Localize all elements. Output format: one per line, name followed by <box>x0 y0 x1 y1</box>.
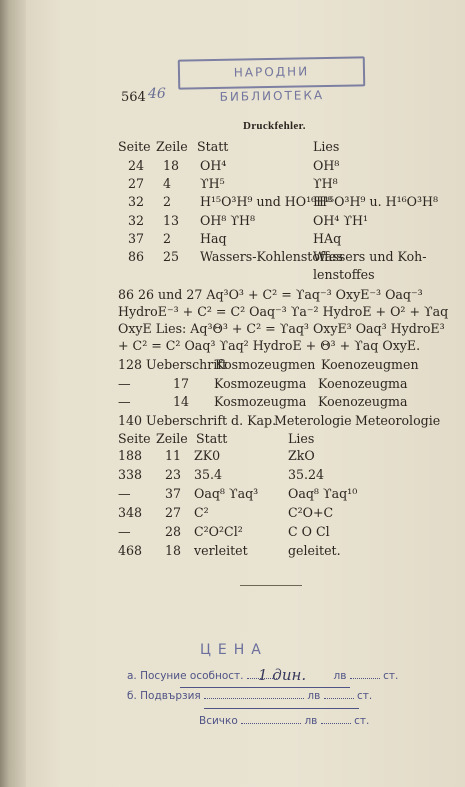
cell-seite: 32 <box>128 194 145 210</box>
cell-statt: ϒH⁵ <box>200 176 225 192</box>
cell-zeile: 37 <box>165 486 182 501</box>
cell-statt: H¹⁵O³H⁹ und HO¹⁶H⁸ <box>200 194 333 210</box>
cell-lies: C²O+C <box>288 505 334 520</box>
cell-lies: C O Cl <box>288 524 330 539</box>
cell-lies: 35.24 <box>288 467 325 482</box>
cell-zeile: 18 <box>165 543 182 558</box>
column-header-zeile: Zeile <box>156 431 188 446</box>
price-line-binding: б. Подвързия лв ст. <box>127 690 373 702</box>
handwritten-note: 46 <box>148 86 166 102</box>
cell-statt: Oaq⁸ ϒaq³ <box>194 486 259 501</box>
cell-seite: 24 <box>128 158 145 173</box>
cell-lies: ϒH⁸ <box>313 176 338 192</box>
cell-lies: ZkO <box>288 448 315 463</box>
column-header-seite: Seite <box>118 139 151 154</box>
cell-lies: H¹⁵O³H⁹ u. H¹⁶O³H⁸ <box>313 194 439 210</box>
page-heading: Druckfehler. <box>243 120 306 132</box>
column-header-lies: Lies <box>313 139 340 154</box>
cell-seite: 27 <box>128 176 145 192</box>
cell-lies: geleitet. <box>288 543 341 558</box>
cell-zeile: 4 <box>163 176 172 192</box>
cell-lies: Wassers und Koh- <box>313 249 427 264</box>
strike-line <box>204 708 359 709</box>
cell-seite: — <box>118 524 131 539</box>
column-header-statt: Statt <box>196 431 228 446</box>
price-stamp-title: ЦЕНА <box>200 642 268 658</box>
errata-block-line: + C² = C² Oaq³ ϒaq² HydroE + Θ³ + ϒaq OxyE. <box>118 338 421 353</box>
cell-statt: Haq <box>200 230 227 246</box>
errata-block-line: 86 26 und 27 Aq³O³ + C² = ϒaq⁻³ OxyE⁻³ Oaq⁻³ <box>118 287 423 302</box>
cell-statt: C²O²Cl² <box>194 524 243 539</box>
cell-zeile: 2 <box>163 194 172 210</box>
cell-statt: C² <box>194 505 209 520</box>
cell-zeile: 18 <box>163 158 180 173</box>
cell-lies: OH⁴ ϒH¹ <box>313 212 369 228</box>
cell-seite: 86 <box>128 249 145 264</box>
cell-statt: 35.4 <box>194 467 223 482</box>
column-header-statt: Statt <box>197 139 229 154</box>
column-header-seite: Seite <box>118 431 151 446</box>
cell-statt: Wassers-Kohlenstoffes <box>200 249 343 264</box>
cell-lies: HAq <box>313 230 342 246</box>
cell-zeile: 23 <box>165 467 182 482</box>
cell-statt: verleitet <box>194 543 248 558</box>
cell-zeile: 11 <box>165 448 182 463</box>
cell-statt: OH⁴ <box>200 158 227 173</box>
page-number: 564 <box>121 90 146 105</box>
cell-seite: 188 <box>118 448 143 463</box>
cell-zeile: 25 <box>163 249 180 264</box>
cell-seite: — <box>118 486 131 501</box>
handwritten-price: 1 дин. <box>258 666 307 684</box>
cell-lies: Oaq⁸ ϒaq¹⁰ <box>288 486 358 501</box>
cell-zeile: 13 <box>163 212 180 228</box>
column-header-lies: Lies <box>288 431 315 446</box>
cell-zeile: 2 <box>163 230 172 246</box>
price-line-book: а. Посуние особност. лв ст. <box>127 670 399 682</box>
cell-seite: 32 <box>128 212 145 228</box>
cell-statt: ZK0 <box>194 448 221 463</box>
cell-zeile: 27 <box>165 505 182 520</box>
column-header-zeile: Zeile <box>156 139 188 154</box>
cell-seite: 338 <box>118 467 143 482</box>
cell-lies: OH⁸ <box>313 158 340 173</box>
cell-seite: 37 <box>128 230 145 246</box>
cell-seite: 468 <box>118 543 143 558</box>
price-line-total: Всичко лв ст. <box>199 715 370 727</box>
cell-statt: OH⁸ ϒH⁸ <box>200 212 256 228</box>
cell-zeile: 28 <box>165 524 182 539</box>
book-spine <box>0 0 26 787</box>
table1-row-continuation: lenstoffes <box>313 267 375 282</box>
cell-seite: 348 <box>118 505 143 520</box>
strike-line <box>180 687 350 688</box>
errata-block-line: OxyE Lies: Aq³Θ³ + C² = ϒaq³ OxyE³ Oaq³ HydroE³ <box>118 321 445 336</box>
divider-rule <box>240 585 302 586</box>
errata-block-line: HydroE⁻³ + C² = C² Oaq⁻³ ϒa⁻² HydroE + O² + ϒaq <box>118 304 449 319</box>
library-stamp: НАРОДНИ БИБЛИОТЕКА <box>178 56 365 89</box>
